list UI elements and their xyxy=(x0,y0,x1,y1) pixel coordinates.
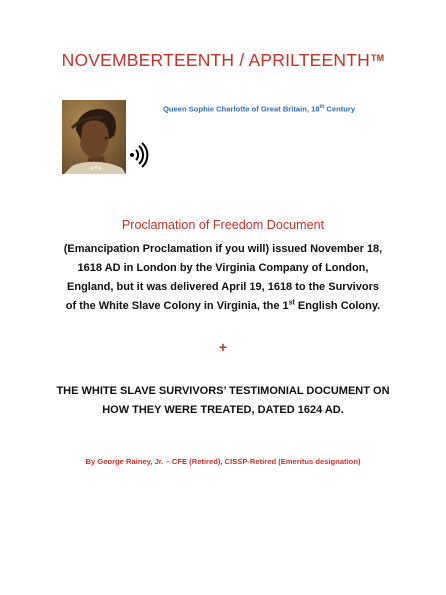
caption-end: Century xyxy=(324,104,356,114)
caption-superscript: th xyxy=(319,104,325,110)
author-credit: By George Rainey, Jr. – CFE (Retired), CISSP-Retired (Emeritus designation) xyxy=(85,457,361,466)
description-line-1: (Emancipation Proclamation if you will) issued November 18, xyxy=(63,243,383,255)
caption-main: Queen Sophie Charlotte of Great Britain, 18 xyxy=(163,104,320,114)
plus-sign: + xyxy=(218,339,228,355)
line-4-superscript: st xyxy=(288,299,295,307)
portrait-image xyxy=(62,100,126,174)
portrait-illustration xyxy=(62,100,126,174)
page-title xyxy=(0,50,446,71)
description-line-2: 1618 AD in London by the Virginia Company of London, xyxy=(77,262,369,274)
portrait-caption xyxy=(163,104,355,114)
trademark-mark: TM xyxy=(370,53,385,63)
testimonial-line-1: THE WHITE SLAVE SURVIVORS’ TESTIMONIAL DOCUMENT ON xyxy=(56,385,390,397)
sound-waves-icon xyxy=(128,142,154,168)
line-4-end: English Colony. xyxy=(294,300,381,312)
title-text: NOVEMBERTEENTH / APRILTEENTH xyxy=(61,50,370,70)
line-4-start: of the White Slave Colony in Virginia, the 1 xyxy=(65,300,289,312)
testimonial-heading xyxy=(20,382,426,420)
document-subtitle: Proclamation of Freedom Document xyxy=(121,218,325,232)
description-line-3: England, but it was delivered April 19, 1618 to the Survivors xyxy=(67,281,379,293)
proclamation-description xyxy=(20,240,426,316)
testimonial-line-2: HOW THEY WERE TREATED, DATED 1624 AD. xyxy=(102,404,344,416)
description-line-4 xyxy=(20,297,426,316)
